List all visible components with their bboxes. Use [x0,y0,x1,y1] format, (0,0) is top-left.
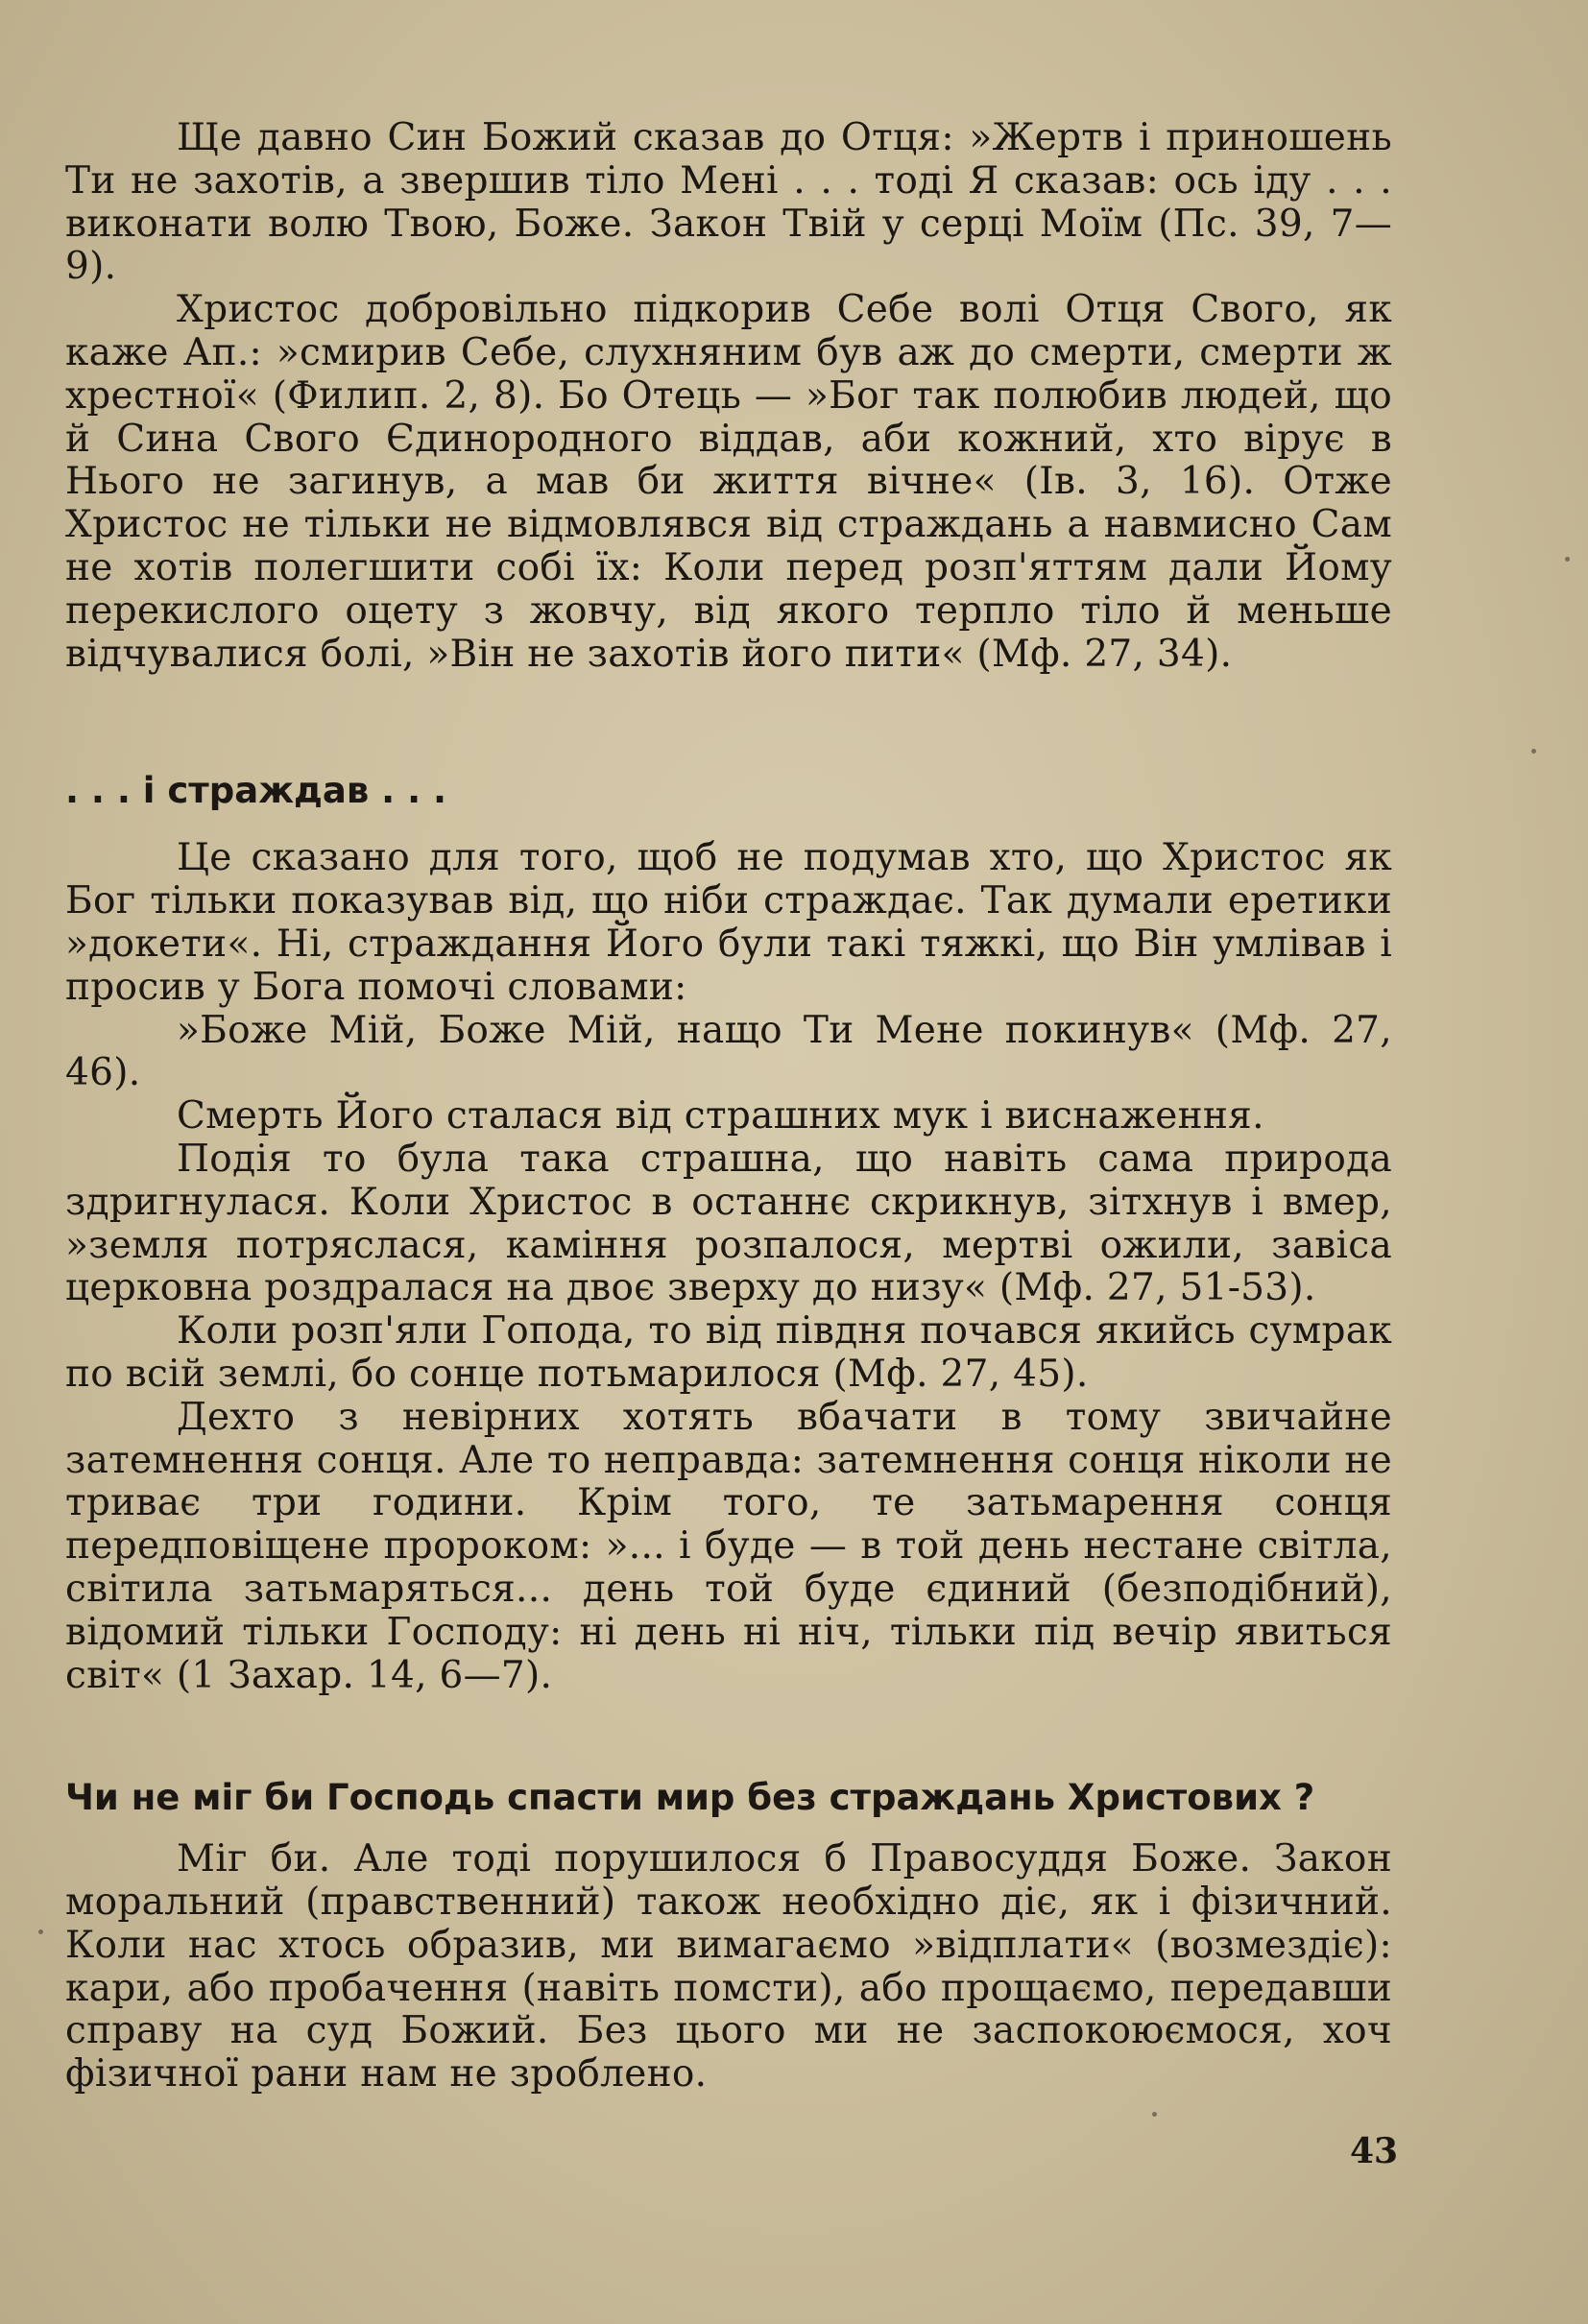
section-intro [65,117,1392,676]
paper-speck [1565,557,1570,562]
section-question [65,1777,1392,2096]
paragraph: Подія то була така страшна, що навіть сама природа здригнулася. Коли Христос в останнє скрикнув, зітхнув і вмер, »земля потряслася, каміння розпалося, мертві ожили, завіса церковна роздралася на двоє зверху до низу« (Мф. 27, 51-53). [65,1137,1392,1310]
page-content [65,117,1392,2096]
quote-line: »Боже Мій, Боже Мій, нащо Ти Мене покинув« (Мф. 27, 46). [65,1008,1392,1095]
paragraph: Міг би. Але тоді порушилося б Правосуддя Боже. Закон моральний (правственний) також необхідно діє, як і фізичний. Коли нас хтось образив, ми вимагаємо »відплати« (возмездіє): кари, або пробачення (навіть помсти), або прощаємо, передавши справу на суд Божий. Без цього ми не заспокоюємося, хоч фізичної рани нам не зроблено. [65,1837,1392,2096]
paragraph: Дехто з невірних хотять вбачати в тому звичайне затемнення сонця. Але то неправда: затемнення сонця ніколи не триває три години. Крім того, те затьмарення сонця передповіщене пророком: »... і буде — в той день нестане світла, світила затьмаряться... день той буде єдиний (безподібний), відомий тільки Господу: ні день ні ніч, тільки під вечір явиться світ« (1 Захар. 14, 6—7). [65,1395,1392,1697]
paragraph: Ще давно Син Божий сказав до Отця: »Жертв і приношень Ти не захотів, а звершив тіло Мені . . . тоді Я сказав: ось іду . . . виконати волю Твою, Боже. Закон Твій у серці Моїм (Пс. 39, 7—9). [65,116,1392,289]
paragraph: Христос добровільно підкорив Себе волі Отця Свого, як каже Ап.: »смирив Себе, слухняним був аж до смерти, смерти ж хрестної« (Филип. 2, 8). Бо Отець — »Бог так полюбив людей, що й Сина Свого Єдинородного віддав, аби кожний, хто вірує в Нього не загинув, а мав би життя вічне« (Ів. 3, 16). Отже Христос не тільки не відмовлявся від страждань а навмисно Сам не хотів полегшити собі їх: Коли перед розп'яттям дали Йому перекислого оцету з жовчу, від якого терпло тіло й меньше відчувалися болі, »Він не захотів його пити« (Мф. 27, 34). [65,288,1392,676]
paragraph: Коли розп'яли Гопода, то від півдня почався якийсь сумрак по всій землі, бо сонце потьмарилося (Мф. 27, 45). [65,1309,1392,1396]
section-heading: . . . і страждав . . . [65,770,447,812]
paper-speck [38,1929,43,1934]
paragraph: Смерть Його сталася від страшних мук і виснаження. [177,1094,1264,1138]
page-number: 43 [1350,2131,1399,2171]
paper-speck [1531,749,1536,754]
paper-speck [1152,2112,1157,2117]
section-heading: Чи не міг би Господь спасти мир без страждань Христових ? [65,1777,1315,1819]
paragraph: Це сказано для того, щоб не подумав хто, що Христос як Бог тільки показував від, що ніби страждає. Так думали еретики »докети«. Ні, страждання Його були такі тяжкі, що Він умлівав і просив у Бога помочі словами: [65,836,1392,1009]
section-suffered [65,770,1392,1697]
